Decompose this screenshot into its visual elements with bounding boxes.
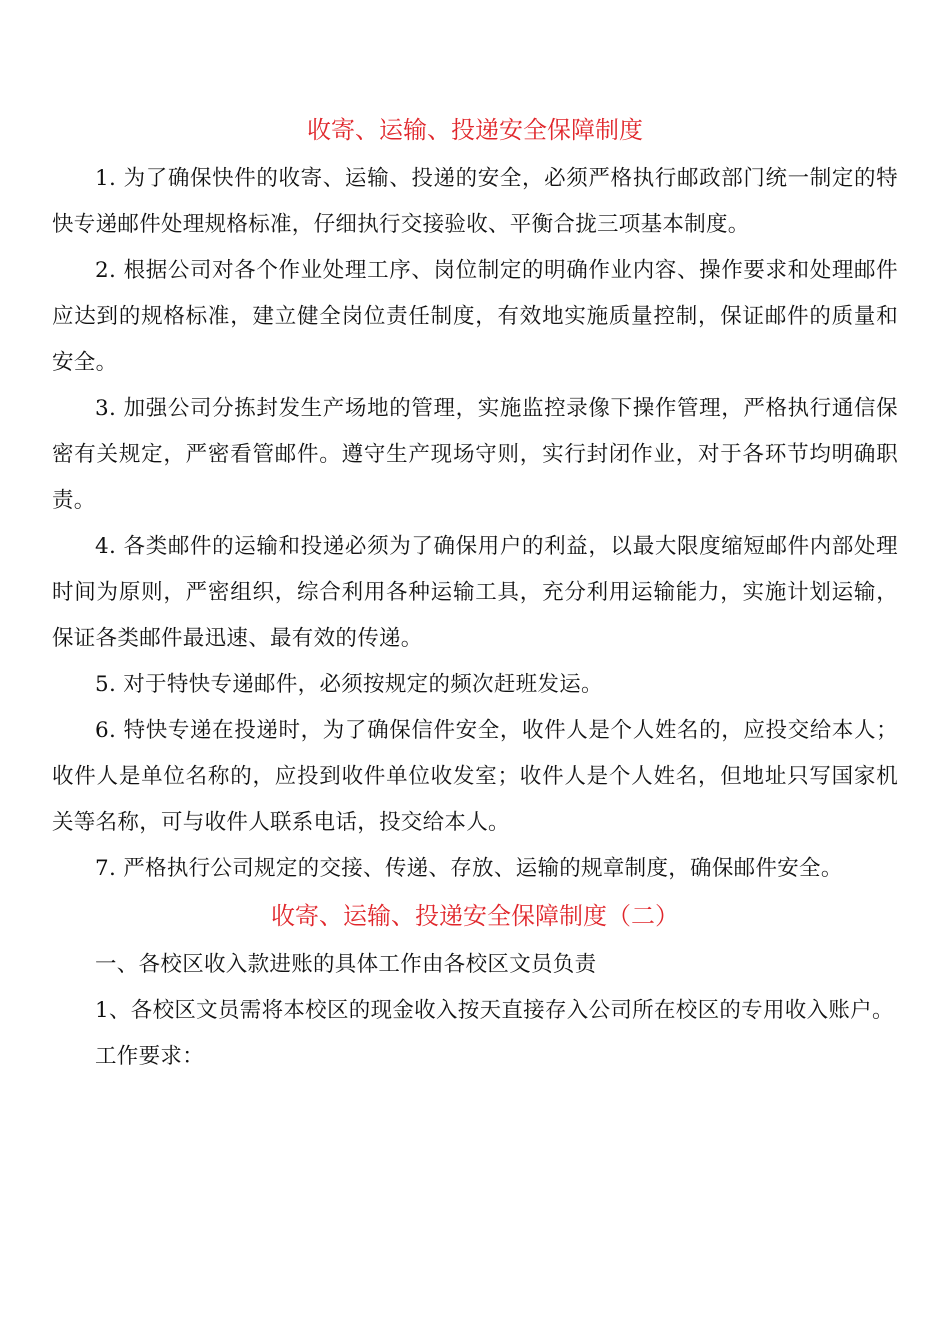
section-1-paragraph-3: 3. 加强公司分拣封发生产场地的管理，实施监控录像下操作管理，严格执行通信保密有关规定，严密看管邮件。遵守生产现场守则，实行封闭作业，对于各环节均明确职责。 xyxy=(52,396,898,513)
document-page xyxy=(52,112,898,1080)
section-1-paragraph-2: 2. 根据公司对各个作业处理工序、岗位制定的明确作业内容、操作要求和处理邮件应达到的规格标准，建立健全岗位责任制度，有效地实施质量控制，保证邮件的质量和安全。 xyxy=(52,258,898,375)
section-2-title: 收寄、运输、投递安全保障制度（二） xyxy=(271,902,679,930)
section-1-paragraph-4: 4. 各类邮件的运输和投递必须为了确保用户的利益，以最大限度缩短邮件内部处理时间为原则，严密组织，综合利用各种运输工具，充分利用运输能力，实施计划运输，保证各类邮件最迅速、最有效的传递。 xyxy=(52,534,898,651)
section-1-paragraph-1: 1. 为了确保快件的收寄、运输、投递的安全，必须严格执行邮政部门统一制定的特快专递邮件处理规格标准，仔细执行交接验收、平衡合拢三项基本制度。 xyxy=(52,166,898,237)
section-2-paragraph-3: 工作要求： xyxy=(95,1044,205,1069)
section-1-title: 收寄、运输、投递安全保障制度 xyxy=(307,116,643,144)
section-1-paragraph-5: 5. 对于特快专递邮件，必须按规定的频次赶班发运。 xyxy=(95,672,603,697)
section-1-paragraph-6: 6. 特快专递在投递时，为了确保信件安全，收件人是个人姓名的，应投交给本人；收件人是单位名称的，应投到收件单位收发室；收件人是个人姓名，但地址只写国家机关等名称，可与收件人联系电话，投交给本人。 xyxy=(52,718,898,835)
section-2-paragraph-1: 一、各校区收入款进账的具体工作由各校区文员负责 xyxy=(95,952,597,977)
section-2-paragraph-2: 1、各校区文员需将本校区的现金收入按天直接存入公司所在校区的专用收入账户。 xyxy=(95,998,894,1023)
section-1-paragraph-7: 7. 严格执行公司规定的交接、传递、存放、运输的规章制度，确保邮件安全。 xyxy=(95,856,843,881)
